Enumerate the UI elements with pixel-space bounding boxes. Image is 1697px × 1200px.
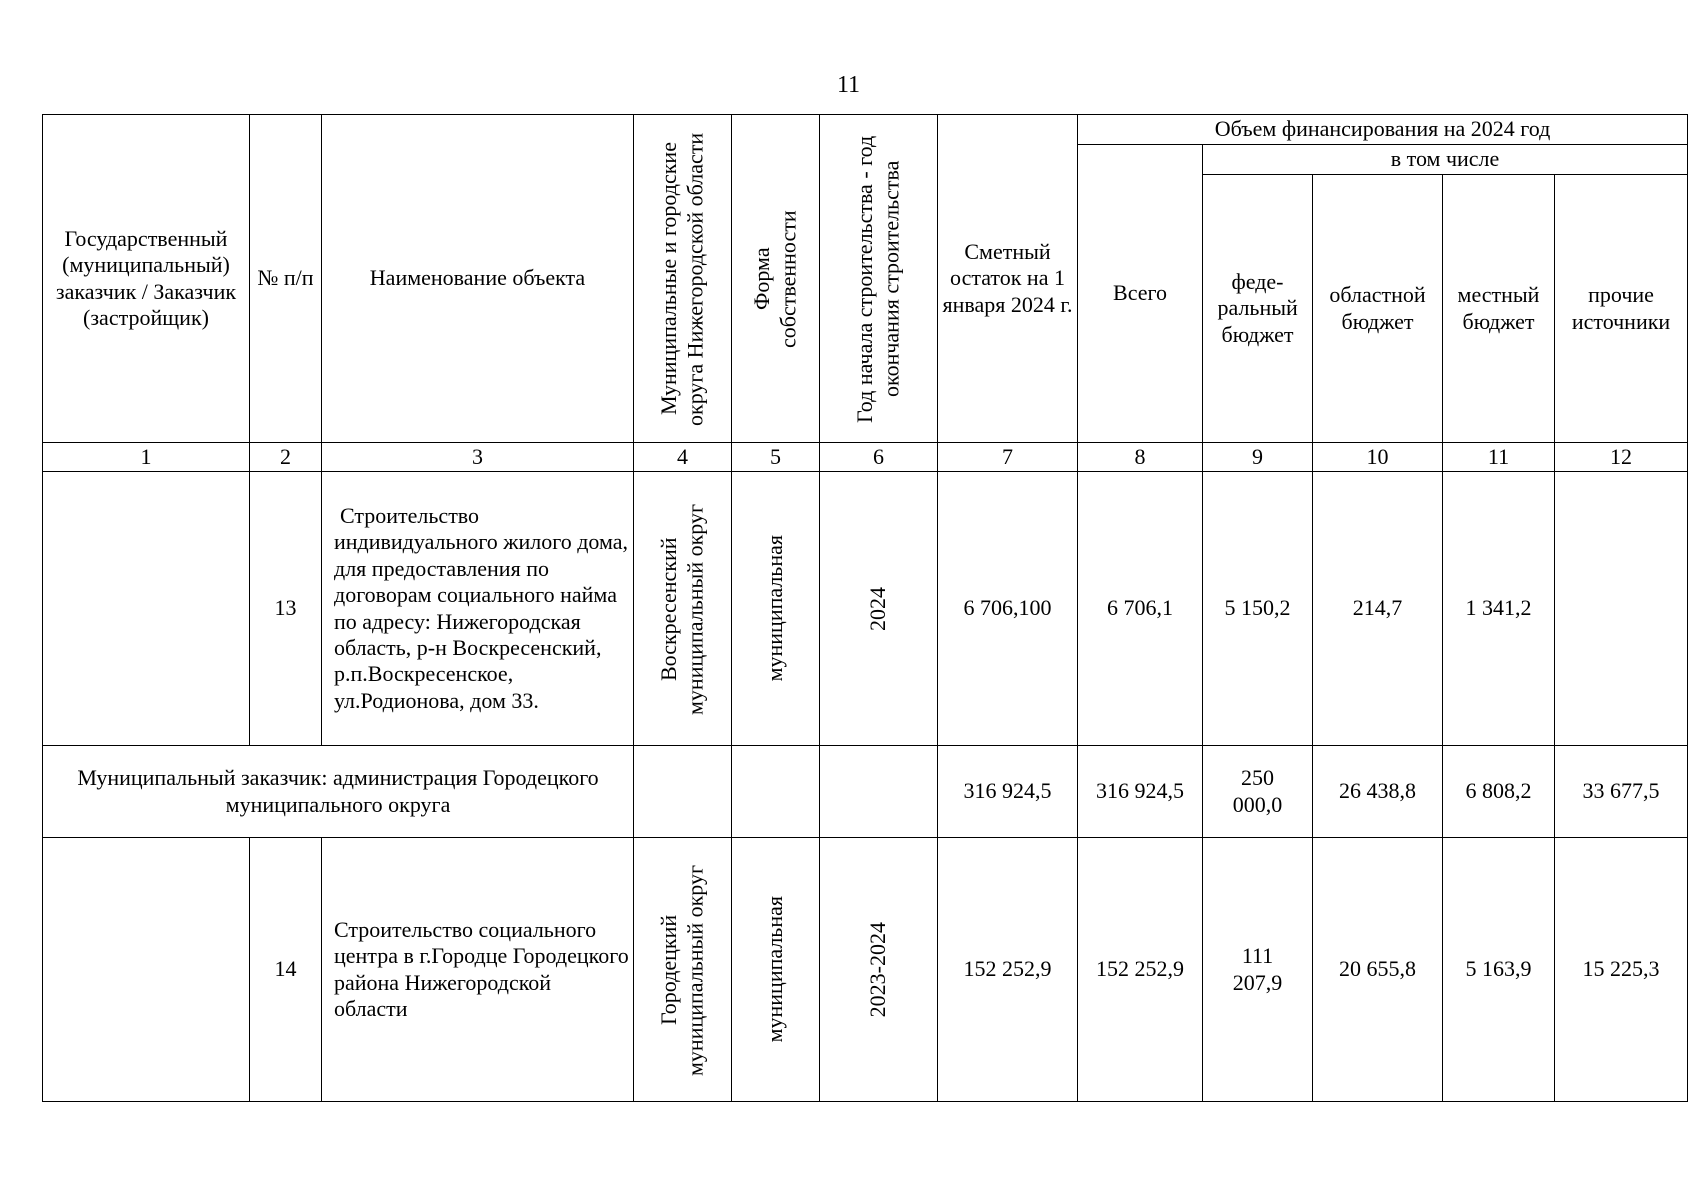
header-including: в том числе — [1203, 145, 1688, 175]
row-local: 1 341,2 — [1443, 472, 1555, 746]
row-customer — [43, 838, 250, 1102]
header-num: № п/п — [250, 115, 322, 443]
row-num: 14 — [250, 838, 322, 1102]
column-number: 7 — [938, 443, 1078, 472]
column-number: 10 — [1313, 443, 1443, 472]
column-number: 8 — [1078, 443, 1203, 472]
row-municipality: Воскресенский муниципальный округ — [634, 472, 732, 746]
row-municipality — [634, 746, 732, 838]
row-local: 6 808,2 — [1443, 746, 1555, 838]
row-regional: 26 438,8 — [1313, 746, 1443, 838]
header-years: Год начала строительства - год окончания строительства — [820, 115, 938, 443]
column-number-row — [43, 443, 1688, 472]
row-other: 33 677,5 — [1555, 746, 1688, 838]
column-number: 6 — [820, 443, 938, 472]
row-remainder: 316 924,5 — [938, 746, 1078, 838]
column-number: 12 — [1555, 443, 1688, 472]
row-years: 2023-2024 — [820, 838, 938, 1102]
row-name: Строительство индивидуального жилого дома, для предоставления по договорам социального найма по адресу: Нижегородская область, р-н Воскресенский, р.п.Воскресенское, ул.Родионова, дом 33. — [322, 472, 634, 746]
page-number: 11 — [836, 72, 861, 98]
row-municipality: Городецкий муниципальный округ — [634, 838, 732, 1102]
header-local: местный бюджет — [1443, 175, 1555, 443]
column-number: 3 — [322, 443, 634, 472]
row-name: Строительство социального центра в г.Городце Городецкого района Нижегородской области — [322, 838, 634, 1102]
table-row — [43, 746, 1688, 838]
row-federal: 250 000,0 — [1203, 746, 1313, 838]
table-row — [43, 838, 1688, 1102]
header-name: Наименование объекта — [322, 115, 634, 443]
row-ownership — [732, 746, 820, 838]
row-regional: 214,7 — [1313, 472, 1443, 746]
header-other: прочие источники — [1555, 175, 1688, 443]
header-funding: Объем финансирования на 2024 год — [1078, 115, 1688, 145]
column-number: 1 — [43, 443, 250, 472]
header-regional: областной бюджет — [1313, 175, 1443, 443]
row-num: 13 — [250, 472, 322, 746]
column-number: 11 — [1443, 443, 1555, 472]
row-local: 5 163,9 — [1443, 838, 1555, 1102]
header-remainder: Сметный остаток на 1 января 2024 г. — [938, 115, 1078, 443]
row-regional: 20 655,8 — [1313, 838, 1443, 1102]
header-federal-text: феде-ральный бюджет — [1217, 268, 1298, 347]
row-years: 2024 — [820, 472, 938, 746]
row-customer — [43, 472, 250, 746]
row-ownership: муниципальная — [732, 838, 820, 1102]
column-number: 9 — [1203, 443, 1313, 472]
table-row — [43, 472, 1688, 746]
financing-table — [42, 114, 1688, 1102]
row-federal: 111 207,9 — [1203, 838, 1313, 1102]
header-customer: Государственный (муниципальный) заказчик / Заказчик (застройщик) — [43, 115, 250, 443]
header-municipality: Муниципальные и городские округа Нижегородской области — [634, 115, 732, 443]
row-ownership: муниципальная — [732, 472, 820, 746]
column-number: 5 — [732, 443, 820, 472]
row-total: 152 252,9 — [1078, 838, 1203, 1102]
row-total: 316 924,5 — [1078, 746, 1203, 838]
row-other: 15 225,3 — [1555, 838, 1688, 1102]
row-customer-summary: Муниципальный заказчик: администрация Городецкого муниципального округа — [43, 746, 634, 838]
header-ownership: Форма собственности — [732, 115, 820, 443]
column-number: 4 — [634, 443, 732, 472]
row-remainder: 152 252,9 — [938, 838, 1078, 1102]
row-federal: 5 150,2 — [1203, 472, 1313, 746]
header-federal — [1203, 175, 1313, 443]
row-years — [820, 746, 938, 838]
row-other — [1555, 472, 1688, 746]
row-total: 6 706,1 — [1078, 472, 1203, 746]
header-total: Всего — [1078, 145, 1203, 443]
column-number: 2 — [250, 443, 322, 472]
row-remainder: 6 706,100 — [938, 472, 1078, 746]
